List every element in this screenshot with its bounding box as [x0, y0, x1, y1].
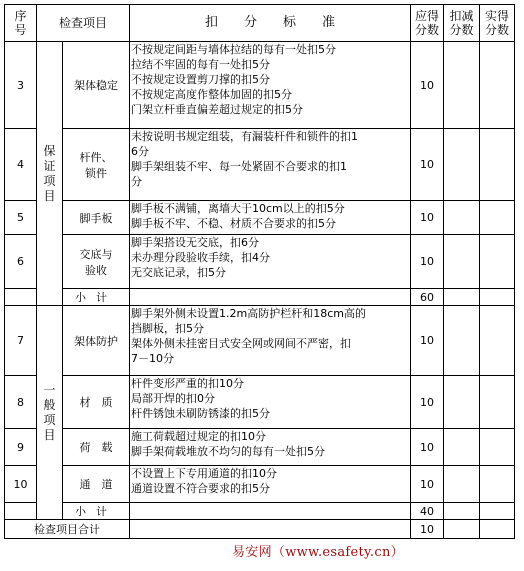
- criteria-line: 6分: [131, 145, 150, 158]
- row-due: 10: [411, 201, 444, 235]
- criteria-line: 架体外侧未挂密目式安全网或网间不严密，扣: [131, 337, 352, 350]
- table-row: [5, 429, 515, 466]
- watermark: 易安网（www.esafety.cn）: [232, 545, 404, 560]
- row-item: 荷 载: [63, 429, 130, 466]
- row-item: 通 道: [63, 466, 130, 503]
- criteria-line: 分: [131, 175, 143, 188]
- row-no: 4: [5, 129, 37, 201]
- header-actual-text: 实得 分数: [485, 9, 510, 37]
- criteria-line: 脚手板不牢、不稳、材质不合要求的扣5分: [131, 217, 337, 230]
- criteria-line: 不按规定设置剪刀撑的扣5分: [131, 73, 271, 86]
- criteria-line: 挡脚板，扣5分: [131, 322, 205, 335]
- subtotal-deduct: [444, 503, 480, 520]
- total-actual: [480, 520, 515, 539]
- header-criteria: 扣 分 标 准: [130, 5, 411, 42]
- header-seq: [5, 5, 37, 42]
- subtotal-row: [5, 289, 515, 306]
- total-label: 检查项目合计: [5, 520, 130, 539]
- group-general: [37, 306, 63, 520]
- row-due: 10: [411, 466, 444, 503]
- row-due: 10: [411, 129, 444, 201]
- subtotal-value: 60: [411, 289, 444, 306]
- row-item-text: 交底与 验收: [79, 247, 113, 277]
- row-no: 9: [5, 429, 37, 466]
- criteria-line: 无交底记录，扣5分: [131, 266, 227, 279]
- row-due: 10: [411, 376, 444, 429]
- criteria-line: 脚手架组装不牢、每一处紧固不合要求的扣1: [131, 160, 348, 173]
- table-row: [5, 201, 515, 235]
- table-row: [5, 306, 515, 376]
- criteria-line: 局部开焊的扣0分: [131, 392, 216, 405]
- criteria-line: 不按规定间距与墙体拉结的每有一处扣5分: [131, 43, 337, 56]
- table-row: [5, 42, 515, 129]
- subtotal-label: 小计: [63, 503, 130, 520]
- row-no: 5: [5, 201, 37, 235]
- total-row: [5, 520, 515, 539]
- row-due: 10: [411, 42, 444, 129]
- table-row: [5, 466, 515, 503]
- subtotal-actual: [480, 503, 515, 520]
- row-criteria: [130, 42, 411, 129]
- row-actual: [480, 129, 515, 201]
- row-actual: [480, 201, 515, 235]
- table-row: [5, 376, 515, 429]
- criteria-line: 未办理分段验收手续，扣4分: [131, 251, 271, 264]
- header-due: [411, 5, 444, 42]
- row-no: 3: [5, 42, 37, 129]
- criteria-line: 门架立杆垂直偏差超过规定的扣5分: [131, 103, 304, 116]
- header-seq-text: 序 号: [14, 9, 27, 37]
- criteria-line: 未按说明书规定组装，有漏装杆件和锁件的扣1: [131, 130, 359, 143]
- total-deduct: [444, 520, 480, 539]
- subtotal-actual: [480, 289, 515, 306]
- criteria-line: 杆件锈蚀未刷防锈漆的扣5分: [131, 407, 271, 420]
- criteria-line: 脚手架外侧未设置1.2m高防护栏杆和18cm高的: [131, 307, 366, 320]
- row-deduct: [444, 201, 480, 235]
- row-item: [63, 129, 130, 201]
- row-item: 脚手板: [63, 201, 130, 235]
- subtotal-no: [5, 289, 37, 306]
- inspection-table: [4, 4, 515, 539]
- row-item: 材 质: [63, 376, 130, 429]
- row-deduct: [444, 306, 480, 376]
- row-item: [63, 235, 130, 289]
- subtotal-deduct: [444, 289, 480, 306]
- row-deduct: [444, 466, 480, 503]
- criteria-line: 脚手架搭设无交底，扣6分: [131, 236, 260, 249]
- row-due: 10: [411, 429, 444, 466]
- criteria-line: 脚手板不满铺，离墙大于10cm以上的扣5分: [131, 202, 345, 215]
- row-item: 架体防护: [63, 306, 130, 376]
- criteria-line: 施工荷载超过规定的扣10分: [131, 430, 267, 443]
- header-item: 检查项目: [37, 5, 130, 42]
- row-criteria: [130, 129, 411, 201]
- row-deduct: [444, 42, 480, 129]
- row-deduct: [444, 235, 480, 289]
- row-deduct: [444, 429, 480, 466]
- row-actual: [480, 306, 515, 376]
- criteria-line: 拉结不牢固的每有一处扣5分: [131, 58, 271, 71]
- row-actual: [480, 42, 515, 129]
- subtotal-label: 小计: [63, 289, 130, 306]
- group-general-text: 一般项目: [43, 382, 56, 442]
- criteria-line: 7－10分: [131, 352, 175, 365]
- group-guaranteed: [37, 42, 63, 306]
- row-criteria: [130, 306, 411, 376]
- criteria-line: 脚手架荷载堆放不均匀的每有一处扣5分: [131, 445, 326, 458]
- subtotal-row: [5, 503, 515, 520]
- row-criteria: [130, 429, 411, 466]
- row-deduct: [444, 376, 480, 429]
- row-no: 7: [5, 306, 37, 376]
- subtotal-no: [5, 503, 37, 520]
- row-no: 6: [5, 235, 37, 289]
- subtotal-criteria: [130, 289, 411, 306]
- table-row: [5, 235, 515, 289]
- row-actual: [480, 235, 515, 289]
- row-no: 10: [5, 466, 37, 503]
- row-item-text: 杆件、 锁件: [79, 150, 113, 180]
- total-value: 10: [411, 520, 444, 539]
- criteria-line: 不设置上下专用通道的扣10分: [131, 467, 278, 480]
- row-deduct: [444, 129, 480, 201]
- row-criteria: [130, 376, 411, 429]
- criteria-line: 通道设置不符合要求的扣5分: [131, 482, 271, 495]
- row-criteria: [130, 201, 411, 235]
- row-criteria: [130, 235, 411, 289]
- row-criteria: [130, 466, 411, 503]
- group-guaranteed-text: 保证项目: [43, 143, 56, 203]
- header-deduct-text: 扣减 分数: [449, 9, 474, 37]
- subtotal-value: 40: [411, 503, 444, 520]
- criteria-line: 不按规定高度作整体加固的扣5分: [131, 88, 293, 101]
- row-item: 架体稳定: [63, 42, 130, 129]
- header-row: [5, 5, 515, 42]
- row-no: 8: [5, 376, 37, 429]
- row-actual: [480, 429, 515, 466]
- row-actual: [480, 376, 515, 429]
- header-due-text: 应得 分数: [415, 9, 440, 37]
- row-actual: [480, 466, 515, 503]
- header-deduct: [444, 5, 480, 42]
- table-row: [5, 129, 515, 201]
- total-criteria: [130, 520, 411, 539]
- row-due: 10: [411, 306, 444, 376]
- header-actual: [480, 5, 515, 42]
- subtotal-criteria: [130, 503, 411, 520]
- criteria-line: 杆件变形严重的扣10分: [131, 377, 245, 390]
- row-due: 10: [411, 235, 444, 289]
